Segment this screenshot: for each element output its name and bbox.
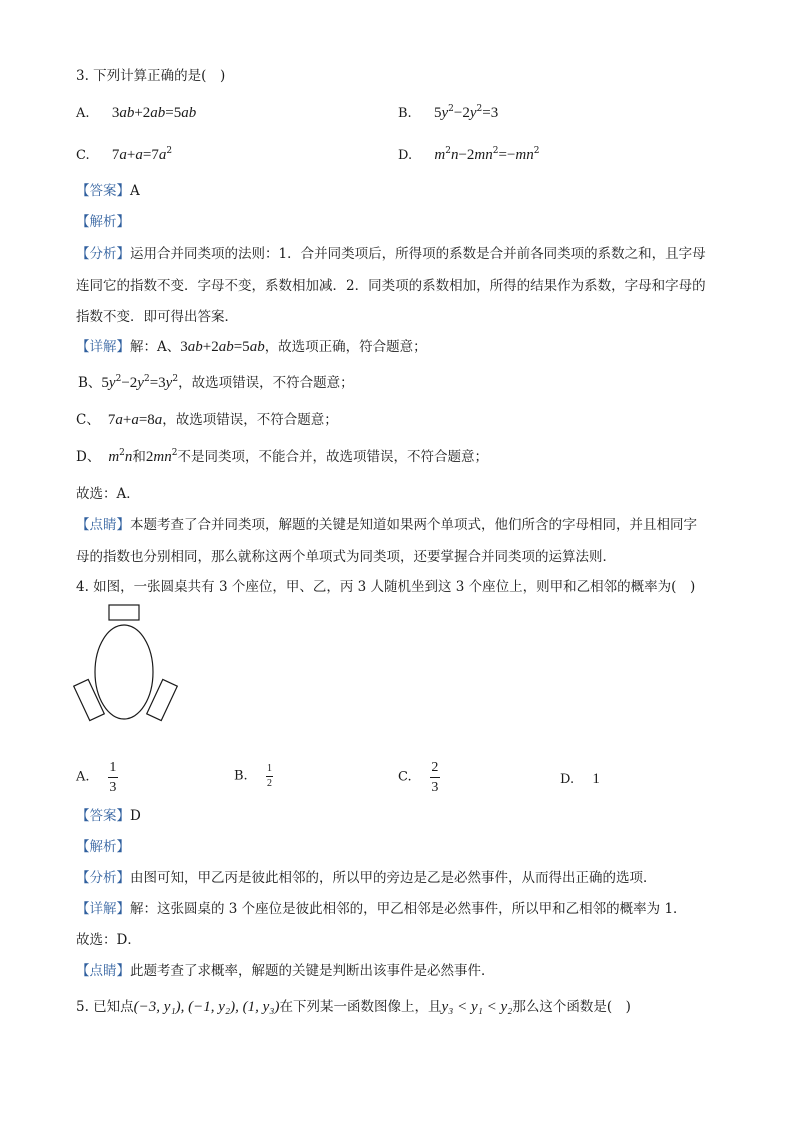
q3-xj-a-expr: 3ab+2ab=5ab (180, 339, 265, 355)
table-oval (95, 625, 153, 719)
q5-stem (76, 998, 631, 1016)
q3-option-a (76, 104, 196, 123)
q4-option-a (76, 760, 118, 795)
q3-option-b (398, 104, 498, 123)
round-table-figure (66, 600, 186, 725)
q3-xj-d-prefix: D、 (76, 449, 101, 465)
q3-answer-tag: 【答案】 (76, 183, 130, 199)
q3-stem: 3. 下列计算正确的是( ) (76, 68, 226, 84)
q3-dianjing-line-2: 母的指数也分别相同，那么就称这两个单项式为同类项，还要掌握合并同类项的运算法则． (76, 549, 616, 565)
q3-xj-c-suffix: ，故选项错误，不符合题意； (162, 412, 338, 428)
q4-fenxi-tag: 【分析】 (76, 870, 130, 886)
q3-xiangjie-c (76, 411, 338, 429)
q5-inequality: y₃ < y₁ < y₂ (441, 999, 513, 1015)
q4-fenxi-text: 由图可知，甲乙丙是彼此相邻的，所以甲的旁边是乙是必然事件，从而得出正确的选项． (130, 870, 657, 886)
q5-stem-mid: 在下列某一函数图像上，且 (279, 999, 442, 1015)
q4-analysis-line (76, 838, 130, 856)
q3-dianjing-tag: 【点睛】 (76, 517, 130, 533)
q4-fenxi-line (76, 869, 657, 887)
q3-dianjing-text-1: 本题考查了合并同类项，解题的关键是知道如果两个单项式，他们所含的字母相同，并且相同字 (130, 517, 697, 533)
q5-points: (−3, y₁), (−1, y₂), (1, y₃) (133, 999, 280, 1015)
q3-xj-c-prefix: C、 (76, 412, 100, 428)
q3-analysis-line (76, 213, 130, 231)
q3-fenxi-text-1: 运用合并同类项的法则：1．合并同类项后，所得项的系数是合并前各同类项的系数之和，且字母 (130, 246, 706, 262)
q3-dianjing-line-1 (76, 516, 697, 534)
q4-xiangjie-text: 解：这张圆桌的 3 个座位是彼此相邻的，甲乙相邻是必然事件，所以甲和乙相邻的概率为 1． (130, 901, 687, 917)
q3-option-d-expr: $m^2n-2mn^2=-mn^2$ (434, 146, 540, 163)
q4-option-c (398, 760, 440, 795)
q4-answer: D (130, 808, 141, 824)
q3-xj-b-prefix: B、 (78, 375, 102, 391)
q3-xj-d-suffix: 不是同类项，不能合并，故选项错误，不符合题意； (177, 449, 488, 465)
q4-option-a-num: 1 (109, 760, 117, 775)
q3-option-b-expr: $5y^2-2y^2=3$ (433, 104, 499, 121)
q3-option-b-label: B. (398, 106, 412, 121)
q4-option-d-value: 1 (592, 771, 600, 787)
q4-option-b (234, 764, 273, 789)
q3-xiangjie-b (78, 374, 354, 392)
q4-option-a-frac (108, 760, 118, 795)
q4-dianjing-text: 此题考查了求概率，解题的关键是判断出该事件是必然事件． (130, 963, 495, 979)
q4-option-c-frac (430, 760, 440, 795)
q3-xj-a-suffix: ，故选项正确，符合题意； (264, 339, 427, 355)
q3-fenxi-line-1 (76, 245, 706, 263)
q3-fenxi-line-2: 连同它的指数不变．字母不变，系数相加减．2．同类项的系数相加，所得的结果作为系数，字母和字母的 (76, 278, 706, 294)
q3-xj-b-expr: $5y^2-2y^2=3y^2$ (101, 374, 179, 391)
q3-answer-line (76, 182, 140, 200)
q3-guxuan: 故选：A． (76, 486, 140, 502)
q3-xj-d-expr: $m^2n$和$2mn^2$ (108, 448, 178, 465)
q4-answer-line (76, 807, 141, 825)
q4-option-d (560, 770, 600, 789)
q4-option-d-label: D. (560, 772, 575, 787)
q4-option-b-frac (266, 764, 273, 789)
q4-option-a-den: 3 (109, 780, 117, 795)
q3-answer: A (130, 183, 140, 199)
q4-option-b-label: B. (234, 768, 248, 784)
seat-left (74, 679, 105, 720)
seat-top (109, 605, 139, 620)
q4-option-b-den: 2 (266, 778, 272, 789)
q3-option-d (398, 146, 540, 165)
q3-fenxi-line-3: 指数不变．即可得出答案． (76, 309, 238, 325)
q3-xj-b-suffix: ，故选项错误，不符合题意； (178, 375, 354, 391)
q3-xj-c-expr: 7a+a=8a (107, 412, 163, 428)
q4-xiangjie-line (76, 900, 687, 918)
q3-analysis-tag: 【解析】 (76, 214, 130, 230)
q3-option-a-expr: 3ab+2ab=5ab (111, 105, 197, 121)
q3-option-a-label: A. (76, 106, 90, 121)
q4-stem: 4. 如图，一张圆桌共有 3 个座位，甲、乙，丙 3 人随机坐到这 3 个座位上，则甲和乙相邻的概率为( ) (76, 579, 696, 595)
q3-option-c-expr: $7a+a=7a^2$ (111, 146, 173, 163)
q3-fenxi-tag: 【分析】 (76, 246, 130, 262)
q4-option-c-den: 3 (431, 780, 439, 795)
q5-stem-prefix: 5. 已知点 (76, 999, 134, 1015)
q4-dianjing-tag: 【点睛】 (76, 963, 130, 979)
q3-xiangjie-a (76, 338, 427, 356)
q4-dianjing-line (76, 962, 495, 980)
q4-xiangjie-tag: 【详解】 (76, 901, 130, 917)
q3-option-c (76, 146, 172, 165)
q3-xj-a-prefix: 解：A、 (130, 339, 181, 355)
q4-option-c-label: C. (398, 769, 412, 785)
q4-option-b-num: 1 (266, 763, 272, 774)
q4-answer-tag: 【答案】 (76, 808, 130, 824)
q5-stem-suffix: 那么这个函数是( ) (512, 999, 631, 1015)
q4-option-c-num: 2 (431, 760, 439, 775)
q3-option-d-label: D. (398, 148, 413, 163)
q4-analysis-tag: 【解析】 (76, 839, 130, 855)
q3-xiangjie-d (76, 448, 488, 466)
q4-guxuan: 故选：D． (76, 932, 141, 948)
q4-option-a-label: A. (76, 769, 90, 785)
q3-xiangjie-tag: 【详解】 (76, 339, 130, 355)
q3-option-c-label: C. (76, 148, 90, 163)
